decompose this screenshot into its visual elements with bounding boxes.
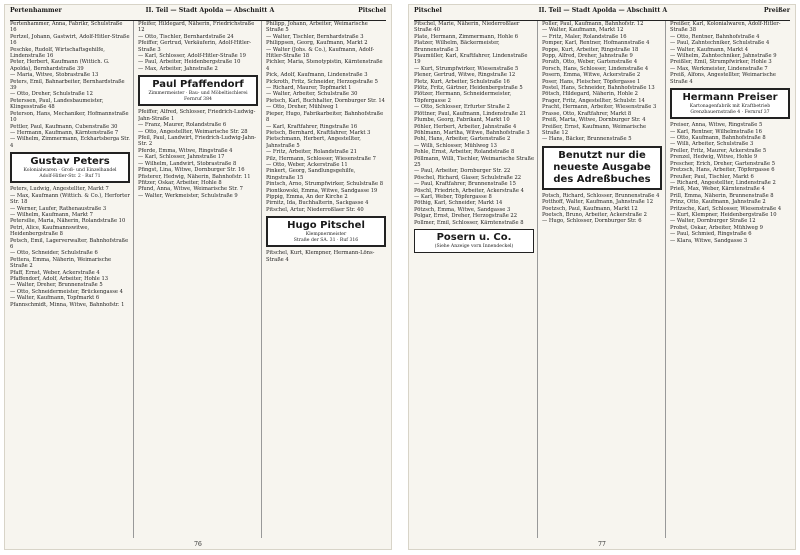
directory-entry: — Otto, Angestellter, Weimarische Str. 28 [138,128,248,135]
directory-entry: Pichler, Maria, Stenotypistin, Kärntenstraße 4 [266,59,383,72]
header-right: Preißer [763,7,790,14]
directory-entry: Peschke, Rudolf, Wirtschaftsgehilfe, Lindenstraße 16 [10,46,105,60]
directory-entry: — Wilhelm, Kaufmann, Markt 7 [10,211,93,218]
directory-entry: — Maria, Witwe, Stobrastraße 13 [10,72,99,79]
ad-title: Paul Pfaffendorf [152,79,244,91]
directory-entry: Pracht, Hermann, Arbeiter, Wiesenstraße 3 [542,104,657,111]
directory-entry: Plötzer, Hermann, Schneidermeister, Töpfergasse 2 [414,91,512,104]
right-col-2 [542,21,666,538]
directory-entry: — Wilhelm, Landwirt, Stobrastraße 8 [138,160,237,167]
ad-paul-pfaffendorf [138,75,258,106]
directory-entry: Potsch, Richard, Schlosser, Brunnenstraße 4 [542,192,660,199]
directory-entry: Pietschmann, Herbert, Angestellter, Jahnstraße 5 [266,136,361,149]
directory-entry: Poller, Paul, Kaufmann, Bahnhofstr. 12 [542,21,644,27]
directory-entry: Porath, Otto, Weber, Gartenstraße 4 [542,59,638,66]
directory-entry: — Richard, Maurer, Topfmarkt 1 [266,85,352,92]
directory-entry: Pfeil, Paul, Landwirt, Friedrich-Ludwig-Jahn-Str. 2 [138,135,257,148]
directory-entry: Preiser, Anna, Witwe, Ringstraße 5 [670,122,763,129]
directory-entry: Preiß, Marta, Witwe, Dornburger Str. 4 [542,117,646,124]
directory-entry: Plöttner, Paul, Kaufmann, Lindenstraße 21 [414,110,527,117]
directory-entry: Popp, Alfred, Dreher, Jahnstraße 9 [542,53,633,60]
directory-entry: Probst, Oskar, Arbeiter, Mühlweg 9 [670,224,763,231]
directory-entry: Pitschel, Artur, Niederroßlaer Str. 40 [266,206,364,213]
ad-addr: Fernruf 384 [184,96,212,102]
ad-posern [414,229,534,253]
directory-entry: Pickroth, Fritz, Schneider, Herzogstraße 5 [266,78,378,85]
ad-sub: Kartonagenfabrik mit Kraftbetrieb [689,104,771,110]
directory-entry: Pertenhammer, Anna, Fabrikr, Schulstraße 16 [10,21,123,34]
right-page [408,4,796,550]
ad-line: neueste Ausgabe [553,161,651,173]
directory-entry: — Max, Werkmeister, Lindenstraße 7 [670,65,768,72]
directory-entry: — Hermann, Kaufmann, Kärntenstraße 7 [10,129,119,136]
directory-entry: Postel, Hans, Schneider, Bahnhofstraße 13 [542,85,655,92]
ad-line: des Adreßbuches [553,173,651,185]
directory-entry: — Karl, Weber, Töpfergasse 8 [414,193,492,200]
directory-entry: — Kurt, Klempner, Heidenbergstraße 10 [670,211,777,218]
directory-entry: Peters, Emil, Bahnarbeiter, Bernhardstraße 39 [10,78,125,92]
directory-entry: — Paul, Kraftfahrer, Brunnenstraße 15 [414,181,516,188]
directory-entry: Preiß, Alfons, Angestellter, Weimarische Straße 4 [670,72,776,85]
ad-adressbuch [542,146,662,190]
directory-entry: Poser, Hans, Fleischer, Töpfergasse 1 [542,78,641,85]
right-col-3 [670,21,790,538]
directory-entry: Pöthig, Karl, Schneider, Markt 14 [414,200,503,207]
ad-hugo-pitschel [266,216,386,247]
directory-entry: Pretzsch, Hans, Arbeiter, Töpfergasse 6 [670,167,775,174]
directory-entry: Porsch, Hans, Schlosser, Lindenstraße 4 [542,65,649,72]
header-center: II. Teil — Stadt Apolda — Abschnitt A [145,7,275,14]
directory-entry: Pritzsche, Karl, Schlosser, Wiesenstraße 4 [670,205,782,212]
directory-entry: Peterssen, Paul, Landesbaumeister, Klingesstraße 48 [10,97,104,111]
directory-entry: Philipp, Johann, Arbeiter, Weimarische Straße 5 [266,21,368,34]
directory-entry: Plate, Hermann, Zimmermann, Hohle 6 [414,33,519,40]
left-col-2 [138,21,262,538]
directory-entry: — Walter (Johs. & Co.), Kaufmann, Adolf-Hitler-Straße 18 [266,46,375,60]
directory-entry: Pfeifer, Hildegard, Näherin, Friedrichstraße 12 [138,21,255,34]
directory-entry: Pitschel, Marie, Näherin, Niederroßlaer Straße 40 [414,21,520,34]
directory-entry: — Richard, Angestellter, Lindenstraße 2 [670,179,776,186]
directory-entry: Pohle, Ernst, Arbeiter, Rolandstraße 8 [414,149,515,156]
directory-entry: Pietsch, Bernhard, Kraftfahrer, Markt 3 [266,129,371,136]
directory-entry: Pollmer, Emil, Schlosser, Kärntenstraße 8 [414,219,524,226]
directory-entry: — Walter, Arbeiter, Schulstraße 30 [266,91,358,98]
ad-gustav-peters [10,152,130,183]
left-col-1 [10,21,134,538]
directory-entry: Pintsch, Arno, Strumpfwirker, Schulstraße 8 [266,181,383,188]
directory-entry: Preißler, Emil, Strumpfwirker, Hohle 3 [670,59,772,66]
directory-entry: — Paul, Zahntechniker, Schulstraße 4 [670,40,770,47]
directory-entry: Prieß, Max, Weber, Kärntenstraße 4 [670,186,765,193]
directory-entry: — Walter, Tischler, Bernhardstraße 3 [266,33,364,40]
directory-entry: Pöschel, Richard, Glaser, Schulstraße 22 [414,174,522,181]
directory-entry: — Hans, Bäcker, Brunnenstraße 5 [542,136,632,143]
ad-sub: (Siehe Anzeige vorn Innendeckel) [434,244,514,249]
directory-entry: Peterson, Hans, Mechaniker, Hofmannstraße 10 [10,110,129,124]
directory-entry: Plumbe, Georg, Fabrikant, Markt 10 [414,117,510,124]
directory-entry: Pitschel, Kurt, Klempner, Hermann-Löns-Straße 4 [266,250,375,263]
directory-entry: — Wilhelm, Zimmermann, Eckhartsberga Str. 4 [10,136,130,149]
directory-entry: Prenzel, Hedwig, Witwe, Hohle 9 [670,154,758,161]
directory-entry: — Paul, Arbeiter, Heidenbergstraße 10 [138,59,241,66]
directory-entry: Petsch, Emil, Lagerverwalter, Bahnhofstraße 6 [10,237,129,250]
directory-entry: Plaumüller, Karl, Kraftfahrer, Lindenstraße 19 [414,53,528,66]
directory-entry: Pettler, Paul, Kaufmann, Cubenstraße 30 [10,123,118,130]
directory-entry: Pettera, Emma, Näherin, Weimarische Straße 2 [10,256,112,270]
directory-entry: Pötsch, Hildegard, Näherin, Hohle 2 [542,91,638,98]
directory-entry: — Paul, Arbeiter, Dornburger Str. 22 [414,168,511,175]
directory-entry: Pfeiffer, Alfred, Schlosser, Friedrich-Ludwig-Jahn-Straße 1 [138,109,256,122]
header-left: Pitschel [414,7,442,14]
directory-entry: Pletz, Kurt, Arbeiter, Schulstraße 16 [414,78,510,85]
directory-entry: — Walter, Dornburger Straße 12 [670,218,756,225]
directory-entry: — Otto, Weber, Ackerstraße 11 [266,161,348,168]
header-right: Pitschel [358,7,386,14]
directory-entry: — Willi, Arbeiter, Schulstraße 3 [670,141,754,148]
directory-entry: Preißer, Ernst, Kaufmann, Weimarische Straße 12 [542,123,647,136]
directory-entry: — Walter, Dreher, Brunnenstraße 5 [10,282,103,289]
directory-entry: Pfaff, Ernst, Weber, Ackerstraße 4 [10,269,100,276]
directory-entry: — Karl, Rentner, Wilhelmstraße 16 [670,128,762,135]
page-number: 77 [598,541,606,548]
directory-entry: Pinkert, Georg, Sandlungsgehilfe, Ringstraße 15 [266,168,356,181]
directory-entry: Polgar, Ernst, Dreher, Herzogstraße 22 [414,213,518,220]
page-header [10,7,386,21]
directory-entry: — Otto, Schneider, Schulstraße 6 [10,250,98,257]
directory-entry: Prasse, Otto, Kraftfahrer, Markt 8 [542,110,632,117]
directory-entry: Posern, Emma, Witwe, Ackerstraße 2 [542,72,641,79]
directory-entry: — Wilhelm, Zahntechniker, Jahnstraße 9 [670,53,777,60]
directory-entry: Petersilie, Maria, Näherin, Rolandstraße 10 [10,218,126,225]
ad-line: Benutzt nur die [558,149,646,161]
directory-entry: Pöllmann, Willi, Tischler, Weimarische Straße 25 [414,155,535,168]
directory-entry: Pippig, Emma, An der Kirche 2 [266,193,348,200]
directory-entry: — Karl, Kraftfahrer, Ringstraße 16 [266,123,358,130]
directory-entry: — Otto, Dreher, Schulstraße 12 [10,91,93,98]
directory-entry: Pötzsch, Emma, Witwe, Sandgasse 3 [414,206,511,213]
directory-entry: Pieper, Hugo, Fabrikarbeiter, Bahnhofstraße 8 [266,110,384,124]
directory-entry: Pohl, Hans, Arbeiter, Gartenstraße 2 [414,136,511,143]
directory-entry: Petri, Alice, Kaufmannswitwe, Heidenbergstraße 8 [10,224,90,238]
directory-entry: — Otto, Rentner, Bahnhofstraße 4 [670,33,760,40]
directory-entry: — Otto, Schneidermeister, Brückengasse 4 [10,288,123,295]
directory-entry: Preller, Fritz, Maurer, Ackerstraße 5 [670,147,767,154]
directory-entry: Poetzsch, Paul, Kaufmann, Markt 12 [542,205,638,212]
directory-entry: Pick, Adolf, Kaufmann, Lindenstraße 3 [266,72,368,79]
left-page [4,4,392,550]
directory-entry: Poppe, Kurt, Arbeiter, Ringstraße 18 [542,46,639,53]
directory-entry: Pfaffendorf, Adolf, Arbeiter, Hohle 13 [10,276,109,282]
directory-entry: Pomper, Karl, Rentner, Hofmannstraße 4 [542,40,650,47]
directory-entry: — Walter, Kaufmann, Topfmarkt 6 [10,295,100,302]
directory-entry: Pfisterer, Hedwig, Näherin, Bahnhofstr. 11 [138,173,251,180]
directory-entry: — Max, Arbeiter, Jahnstraße 2 [138,65,218,72]
ad-addr: Straße der SA. 31 · Ruf 316 [293,237,359,243]
directory-entry: Pöschl, Friedrich, Arbeiter, Ackerstraße 4 [414,187,524,194]
directory-entry: — Otto, Dreher, Mühlweg 1 [266,104,339,111]
directory-entry: Poetsch, Bruno, Arbeiter, Ackerstraße 2 [542,211,647,218]
directory-entry: Philippsen, Georg, Kaufmann, Markt 2 [266,40,368,47]
directory-entry: Preußer, Paul, Tischler, Markt 6 [670,173,754,180]
directory-entry: Pfitzer, Oskar, Arbeiter, Hohle 8 [138,179,222,186]
directory-entry: — Fritz, Maler, Rolandstraße 16 [542,33,627,40]
directory-entry: Pöhlmann, Martha, Witwe, Bahnhofstraße 3 [414,129,530,136]
ad-title: Gustav Peters [30,156,110,168]
directory-entry: Pfeiffer, Gertrud, Verkäuferin, Adolf-Hitler-Straße 3 [138,40,252,53]
directory-entry: Piontkowski, Emma, Witwe, Sandgasse 19 [266,187,378,194]
directory-entry: Plener, Gertrud, Witwe, Ringstraße 12 [414,72,516,79]
ad-sub: Klempnermeister [305,232,347,238]
directory-entry: — Kurt, Strumpfwirker, Wiesenstraße 5 [414,65,519,72]
directory-entry: Prinz, Otto, Kaufmann, Jahnstraße 2 [670,199,766,206]
right-col-1 [414,21,538,538]
directory-entry: Prescher, Erich, Dreher, Gartenstraße 5 [670,160,776,167]
directory-entry: — Karl, Schlosser, Jahnstraße 17 [138,154,225,161]
directory-entry: Prill, Emma, Näherin, Brunnenstraße 8 [670,192,774,199]
directory-entry: — Walter, Kaufmann, Markt 4 [670,46,749,53]
directory-entry: — Hugo, Schlosser, Dornburger Str. 6 [542,218,642,225]
ad-addr: Grenzbauernstraße 4 · Fernruf 37 [690,109,770,115]
header-left: Pertenhammer [10,7,62,14]
ad-sub: Zimmermeister · Bau- und Möbeltischlerei [148,91,248,97]
directory-entry: — Paul, Schmied, Ringstraße 6 [670,231,752,238]
directory-entry: Platzer, Wilhelm, Bäckermeister, Brunnenstraße 3 [414,40,500,53]
directory-entry: — Werner, Laufer, Rathenaustraße 3 [10,205,107,212]
directory-entry: Prager, Fritz, Angestellter, Schulstr. 14 [542,97,645,104]
directory-entry: — Otto, Kaufmann, Bahnhofstraße 8 [670,135,766,142]
directory-entry: — Otto, Schlosser, Erfurter Straße 2 [414,104,510,111]
ad-addr: Adolf-Hitler-Str. 2 · Ruf 71 [39,173,101,179]
directory-entry: — Karl, Schlosser, Adolf-Hitler-Straße 19 [138,53,246,60]
directory-entry: — Klara, Witwe, Sandgasse 3 [670,237,748,244]
directory-entry: — Walter, Werkmeister, Schulstraße 9 [138,192,238,199]
directory-entry: — Fritz, Arbeiter, Rolandstraße 21 [266,149,357,156]
directory-entry: — Franz, Maurer, Rolandstraße 6 [138,122,227,129]
directory-entry: Pertzel, Johann, Gastwirt, Adolf-Hitler-Straße 16 [10,33,130,47]
directory-entry: Pferde, Emma, Witwe, Ringstraße 4 [138,147,233,154]
directory-entry: Pfund, Anna, Witwe, Weimarische Str. 7 [138,186,243,193]
page-number: 76 [194,541,202,548]
directory-entry: Potthoff, Walter, Kaufmann, Jahnstraße 12 [542,199,654,206]
directory-entry: — Otto, Tischler, Bernhardstraße 24 [138,33,234,40]
header-center: II. Teil — Stadt Apolda — Abschnitt A [538,7,668,14]
directory-entry: — Walter, Kaufmann, Markt 12 [542,27,624,34]
ad-title: Hugo Pitschel [287,220,365,232]
directory-entry: — Willi, Schlosser, Mühlweg 13 [414,142,497,149]
ad-sub: Kolonialwaren · Groß- und Einzelhandel [23,168,117,174]
ad-title: Hermann Preiser [682,92,778,104]
directory-entry: Plötz, Fritz, Gärtner, Heidenbergstraße 5 [414,85,523,92]
directory-entry: Pirnitz, Ida, Buchhalterin, Sackgasse 4 [266,200,369,207]
directory-entry: Pietsch, Karl, Buchhalter, Dornburger Str. 14 [266,97,385,104]
book-gutter [392,0,408,555]
directory-entry: Pfingst, Lina, Witwe, Dornburger Str. 16 [138,167,245,174]
page-header [414,7,790,21]
ad-hermann-preiser [670,88,790,119]
directory-entry: Pfannschmidt, Minna, Witwe, Bahnhofstr. 1 [10,301,125,308]
directory-entry: — Max, Kaufmann (Wittich. & Co.), Herforter Str. 18 [10,192,130,206]
directory-entry: Pilz, Hermann, Schlosser, Wiesenstraße 7 [266,155,376,162]
ad-title: Posern u. Co. [436,232,512,243]
left-col-3 [266,21,386,538]
directory-entry: Preißer, Karl, Kolonialwaren, Adolf-Hitler-Straße 38 [670,21,781,34]
directory-entry: Pöhler, Herbert, Arbeiter, Jahnstraße 4 [414,123,517,130]
directory-entry: Peter, Herbert, Kaufmann (Wittich. G. Apolda), Bernhardstraße 39 [10,59,110,72]
directory-entry: Peters, Ludwig, Angestellter, Markt 7 [10,186,109,193]
